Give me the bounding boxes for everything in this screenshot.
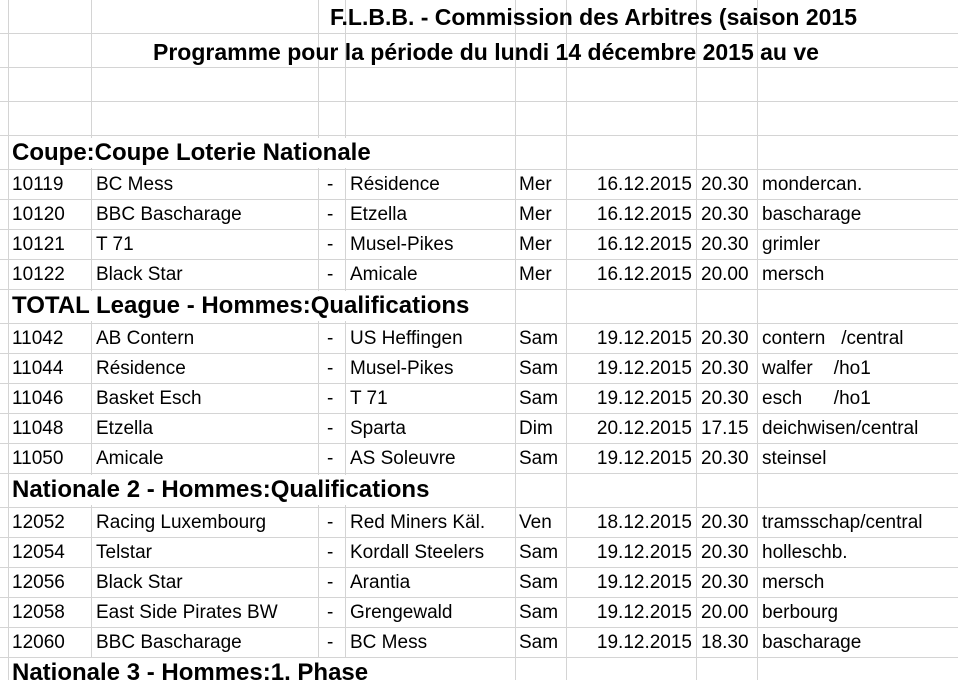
section-title: Coupe:Coupe Loterie Nationale (12, 139, 371, 166)
away-team: US Heffingen (350, 328, 463, 349)
team-separator: - (327, 542, 334, 563)
game-venue: mersch (762, 572, 825, 593)
game-time: 20.30 (701, 328, 749, 349)
table-row[interactable] (0, 628, 958, 658)
team-separator: - (327, 388, 334, 409)
game-venue: walfer /ho1 (762, 358, 871, 379)
table-row[interactable] (0, 354, 958, 384)
gridline (0, 67, 958, 68)
home-team: Etzella (96, 418, 154, 439)
game-venue: deichwisen/central (762, 418, 919, 439)
game-venue: esch /ho1 (762, 388, 871, 409)
team-separator: - (327, 512, 334, 533)
home-team: BBC Bascharage (96, 632, 242, 653)
game-day: Sam (519, 602, 559, 623)
game-venue: steinsel (762, 448, 827, 469)
game-number: 12052 (12, 512, 65, 533)
game-time: 20.30 (701, 448, 749, 469)
away-team: Musel-Pikes (350, 358, 454, 379)
away-team: Arantia (350, 572, 411, 593)
team-separator: - (327, 234, 334, 255)
game-number: 10120 (12, 204, 65, 225)
game-number: 11048 (12, 418, 64, 439)
game-date: 19.12.2015 (596, 328, 692, 349)
game-number: 10121 (12, 234, 65, 255)
home-team: Basket Esch (96, 388, 202, 409)
section-title: Nationale 2 - Hommes:Qualifications (12, 476, 430, 503)
game-date: 16.12.2015 (596, 234, 692, 255)
team-separator: - (327, 418, 334, 439)
game-time: 20.30 (701, 572, 749, 593)
game-day: Sam (519, 388, 559, 409)
team-separator: - (327, 328, 334, 349)
game-time: 20.30 (701, 234, 749, 255)
game-number: 12060 (12, 632, 65, 653)
game-day: Mer (519, 234, 552, 255)
table-row[interactable] (0, 324, 958, 354)
game-time: 20.30 (701, 204, 749, 225)
game-date: 19.12.2015 (596, 542, 692, 563)
away-team: Kordall Steelers (350, 542, 485, 563)
game-venue: tramsschap/central (762, 512, 923, 533)
game-day: Mer (519, 174, 552, 195)
away-team: BC Mess (350, 632, 428, 653)
game-day: Mer (519, 204, 552, 225)
game-number: 11042 (12, 328, 64, 349)
game-day: Sam (519, 632, 559, 653)
game-date: 19.12.2015 (596, 388, 692, 409)
game-number: 11044 (12, 358, 64, 379)
game-date: 16.12.2015 (596, 174, 692, 195)
table-row[interactable] (0, 384, 958, 414)
game-venue: berbourg (762, 602, 839, 623)
game-venue: grimler (762, 234, 821, 255)
home-team: East Side Pirates BW (96, 602, 278, 623)
game-number: 10119 (12, 174, 64, 195)
away-team: Grengewald (350, 602, 453, 623)
gridline (0, 135, 958, 136)
game-date: 19.12.2015 (596, 358, 692, 379)
away-team: T 71 (350, 388, 388, 409)
away-team: Résidence (350, 174, 440, 195)
table-row[interactable] (0, 414, 958, 444)
table-row[interactable] (0, 260, 958, 290)
home-team: BC Mess (96, 174, 174, 195)
team-separator: - (327, 264, 334, 285)
table-row[interactable] (0, 200, 958, 230)
game-number: 12058 (12, 602, 65, 623)
game-date: 16.12.2015 (596, 264, 692, 285)
section-title: TOTAL League - Hommes:Qualifications (12, 292, 470, 319)
team-separator: - (327, 602, 334, 623)
game-date: 19.12.2015 (596, 572, 692, 593)
game-time: 18.30 (701, 632, 749, 653)
game-venue: contern /central (762, 328, 904, 349)
table-row[interactable] (0, 170, 958, 200)
table-row[interactable] (0, 508, 958, 538)
away-team: Amicale (350, 264, 418, 285)
game-venue: mondercan. (762, 174, 863, 195)
game-time: 20.00 (701, 264, 749, 285)
table-row[interactable] (0, 444, 958, 474)
game-time: 20.00 (701, 602, 749, 623)
game-time: 20.30 (701, 174, 749, 195)
game-date: 19.12.2015 (596, 602, 692, 623)
game-venue: mersch (762, 264, 825, 285)
section-title: Nationale 3 - Hommes:1. Phase (12, 659, 369, 686)
team-separator: - (327, 448, 334, 469)
game-day: Sam (519, 358, 559, 379)
game-number: 11050 (12, 448, 64, 469)
game-venue: bascharage (762, 632, 862, 653)
home-team: Amicale (96, 448, 164, 469)
game-day: Sam (519, 328, 559, 349)
game-day: Sam (519, 572, 559, 593)
home-team: Black Star (96, 264, 183, 285)
game-time: 20.30 (701, 542, 749, 563)
game-number: 12056 (12, 572, 65, 593)
home-team: Black Star (96, 572, 183, 593)
game-venue: holleschb. (762, 542, 848, 563)
away-team: Musel-Pikes (350, 234, 454, 255)
game-number: 10122 (12, 264, 65, 285)
game-time: 20.30 (701, 358, 749, 379)
document-title: F.L.B.B. - Commission des Arbitres (saison 2015 (330, 4, 858, 30)
home-team: BBC Bascharage (96, 204, 242, 225)
team-separator: - (327, 204, 334, 225)
game-number: 12054 (12, 542, 65, 563)
game-day: Ven (519, 512, 552, 533)
home-team: Telstar (96, 542, 152, 563)
team-separator: - (327, 358, 334, 379)
gridline (0, 33, 958, 34)
game-date: 18.12.2015 (596, 512, 692, 533)
team-separator: - (327, 632, 334, 653)
document-subtitle: Programme pour la période du lundi 14 décembre 2015 au ve (153, 39, 819, 65)
table-row[interactable] (0, 568, 958, 598)
away-team: Red Miners Käl. (350, 512, 486, 533)
table-row[interactable] (0, 230, 958, 260)
game-time: 20.30 (701, 388, 749, 409)
game-venue: bascharage (762, 204, 862, 225)
home-team: Résidence (96, 358, 186, 379)
away-team: Sparta (350, 418, 406, 439)
home-team: AB Contern (96, 328, 195, 349)
home-team: T 71 (96, 234, 134, 255)
game-date: 19.12.2015 (596, 632, 692, 653)
game-date: 19.12.2015 (596, 448, 692, 469)
game-date: 16.12.2015 (596, 204, 692, 225)
game-day: Sam (519, 542, 559, 563)
game-time: 20.30 (701, 512, 749, 533)
away-team: Etzella (350, 204, 408, 225)
game-number: 11046 (12, 388, 64, 409)
game-date: 20.12.2015 (596, 418, 692, 439)
game-time: 17.15 (701, 418, 749, 439)
game-day: Dim (519, 418, 553, 439)
team-separator: - (327, 174, 334, 195)
home-team: Racing Luxembourg (96, 512, 267, 533)
table-row[interactable] (0, 538, 958, 568)
team-separator: - (327, 572, 334, 593)
gridline (0, 101, 958, 102)
away-team: AS Soleuvre (350, 448, 456, 469)
table-row[interactable] (0, 598, 958, 628)
game-day: Sam (519, 448, 559, 469)
game-day: Mer (519, 264, 552, 285)
